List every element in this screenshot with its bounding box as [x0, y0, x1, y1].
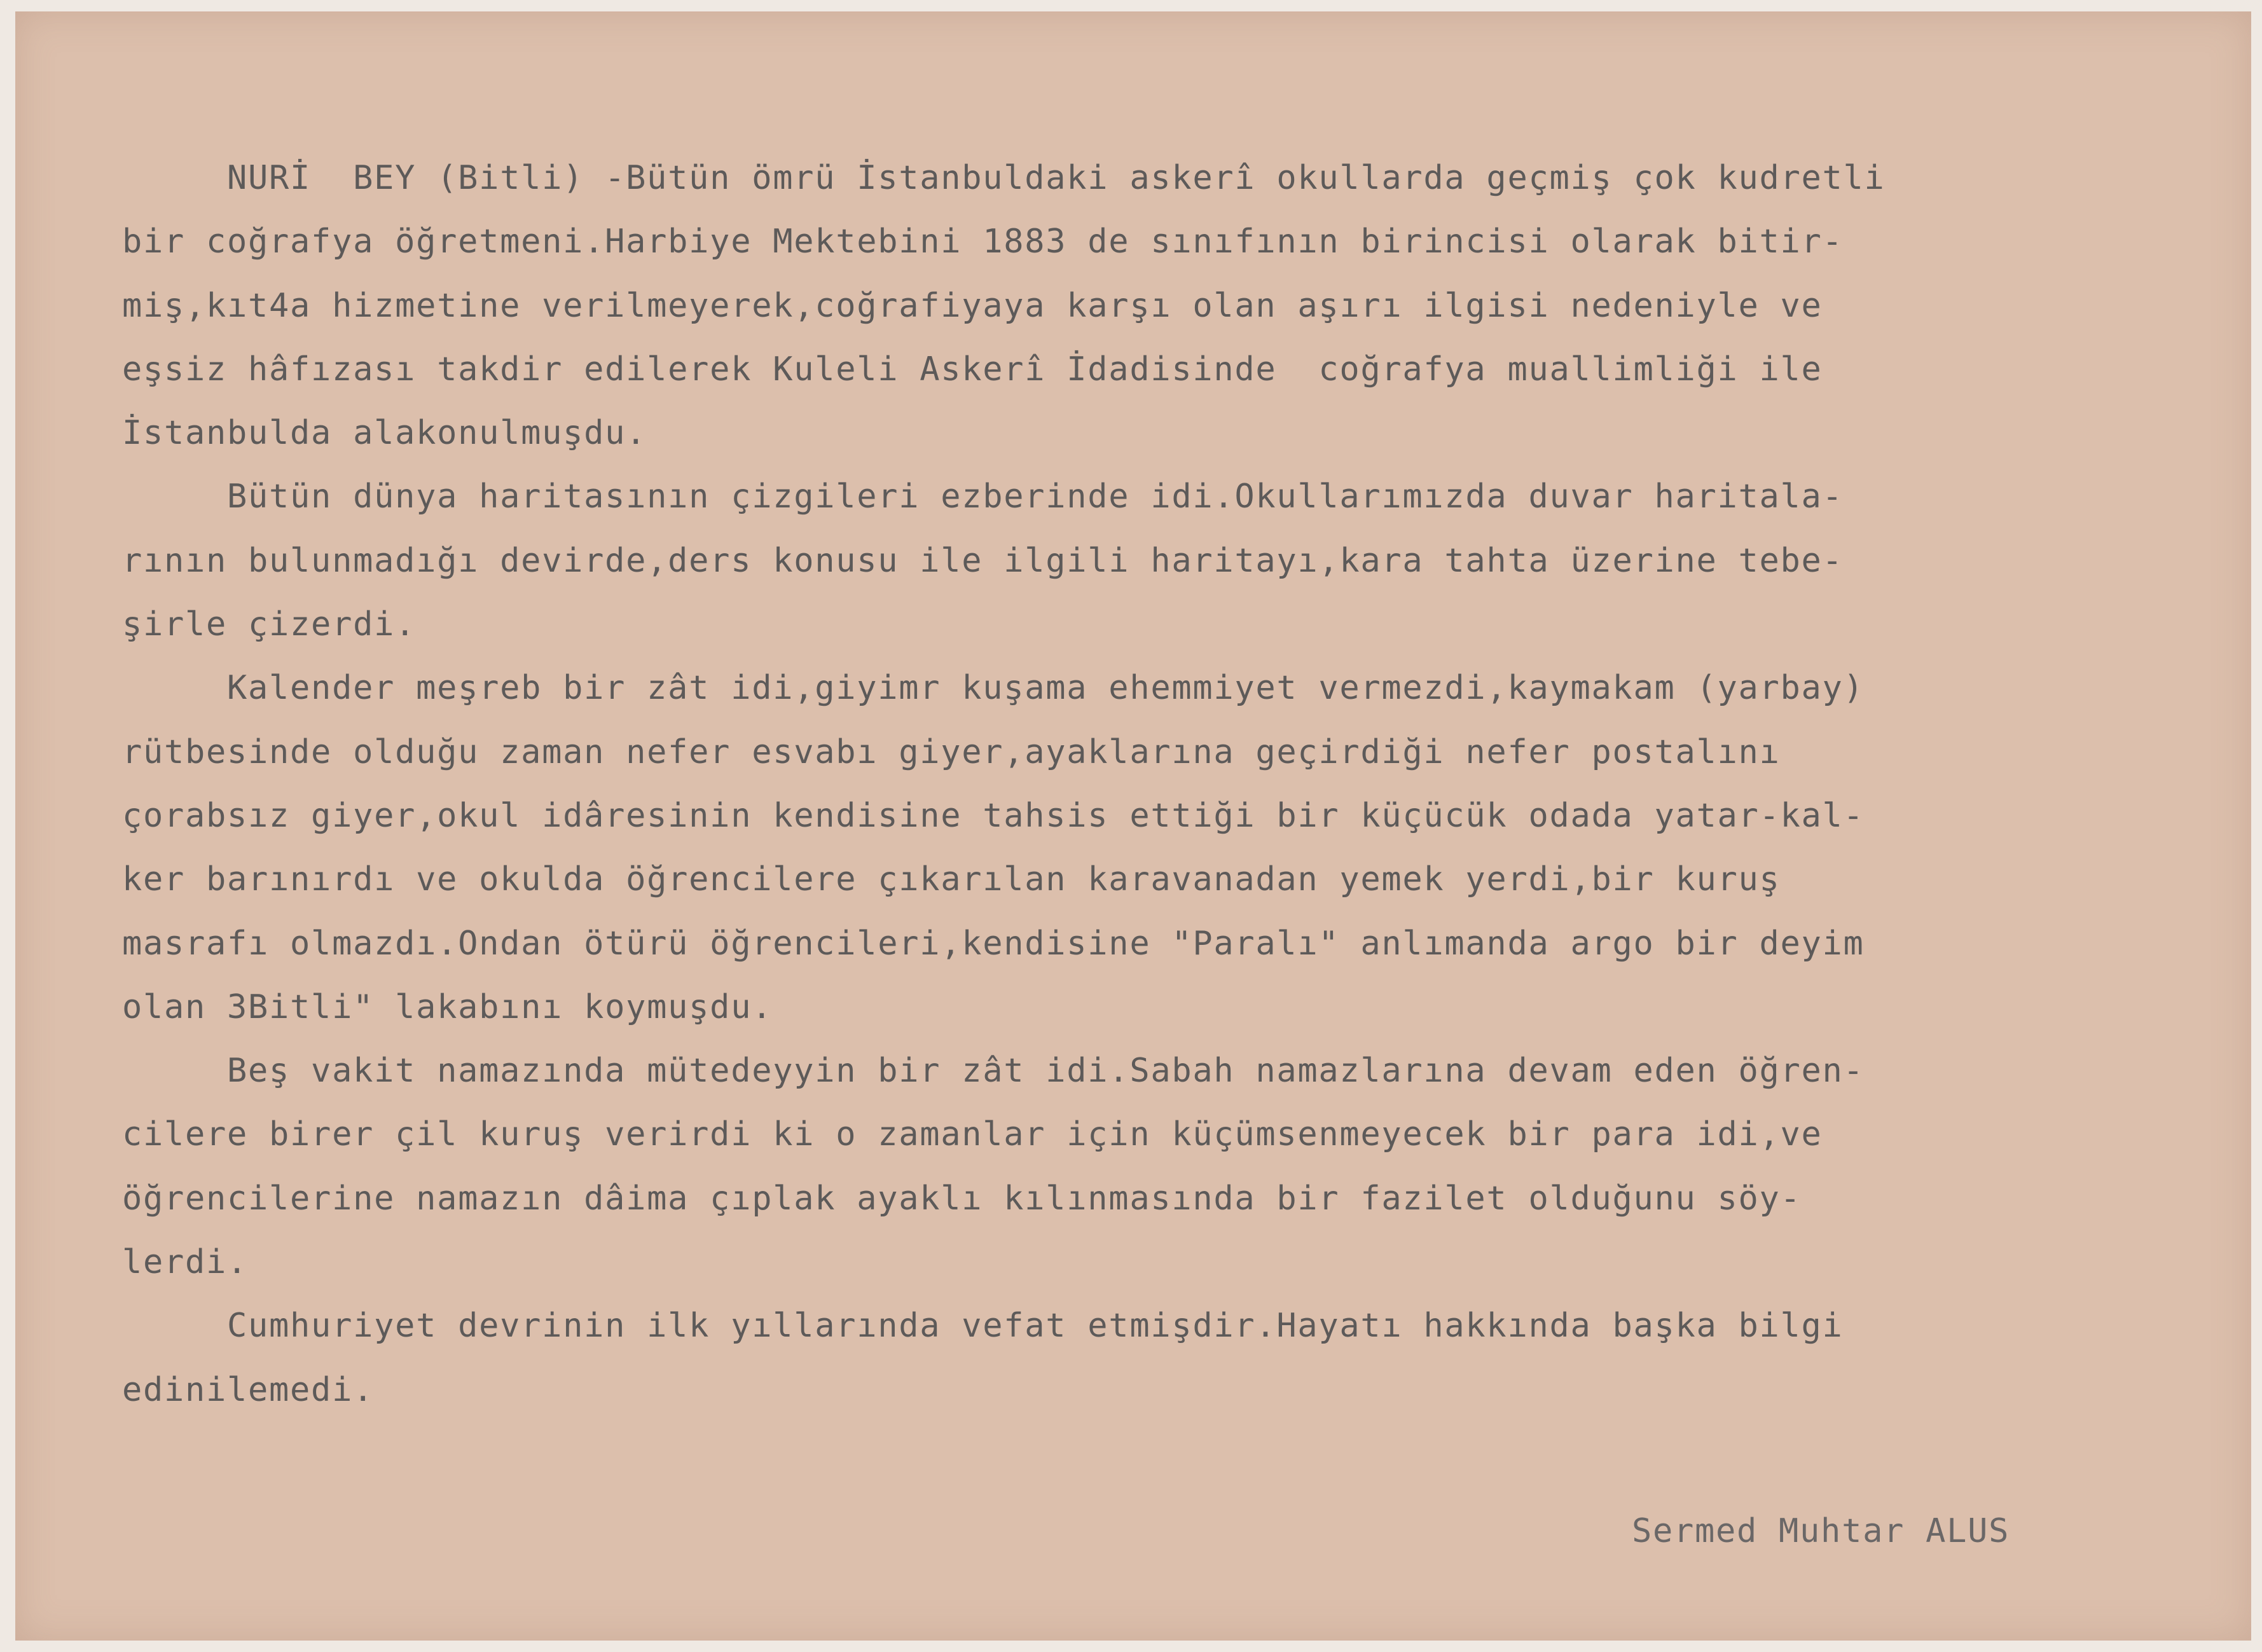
text-line: eşsiz hâfızası takdir edilerek Kuleli Askerî İdadisinde coğrafya muallimliği ile	[122, 350, 1823, 389]
text-line: olan 3Bitli" lakabını koymuşdu.	[122, 988, 773, 1026]
paper-sheet	[15, 11, 2251, 1641]
typed-text-body	[122, 146, 2259, 1422]
text-line: NURİ BEY (Bitli) -Bütün ömrü İstanbuldaki askerî okullarda geçmiş çok kudretli	[122, 159, 1886, 197]
text-line: çorabsız giyer,okul idâresinin kendisine tahsis ettiği bir küçücük odada yatar-kal-	[122, 796, 1865, 835]
text-line: Bütün dünya haritasının çizgileri ezberinde idi.Okullarımızda duvar haritala-	[122, 478, 1844, 516]
text-line: cilere birer çil kuruş verirdi ki o zamanlar için küçümsenmeyecek bir para idi,ve	[122, 1115, 1823, 1154]
text-line: öğrencilerine namazın dâima çıplak ayaklı kılınmasında bir fazilet olduğunu söy-	[122, 1179, 1802, 1218]
text-line: İstanbulda alakonulmuşdu.	[122, 414, 647, 453]
author-signature: Sermed Muhtar ALUS	[1632, 1512, 2010, 1550]
text-line: bir coğrafya öğretmeni.Harbiye Mektebini 1883 de sınıfının birincisi olarak bitir-	[122, 223, 1844, 261]
text-line: ker barınırdı ve okulda öğrencilere çıkarılan karavanadan yemek yerdi,bir kuruş	[122, 860, 1781, 899]
text-line: şirle çizerdi.	[122, 605, 417, 644]
text-line: Kalender meşreb bir zât idi,giyimr kuşama ehemmiyet vermezdi,kaymakam (yarbay)	[122, 669, 1865, 708]
text-line: Beş vakit namazında mütedeyyin bir zât idi.Sabah namazlarına devam eden öğren-	[122, 1052, 1865, 1091]
text-line: Cumhuriyet devrinin ilk yıllarında vefat etmişdir.Hayatı hakkında başka bilgi	[122, 1307, 1844, 1346]
text-line: edinilemedi.	[122, 1370, 375, 1409]
text-line: lerdi.	[122, 1243, 249, 1282]
text-line: rütbesinde olduğu zaman nefer esvabı giyer,ayaklarına geçirdiği nefer postalını	[122, 733, 1781, 771]
text-line: miş,kıt4a hizmetine verilmeyerek,coğrafiyaya karşı olan aşırı ilgisi nedeniyle ve	[122, 286, 1823, 325]
text-line: rının bulunmadığı devirde,ders konusu ile ilgili haritayı,kara tahta üzerine tebe-	[122, 541, 1844, 580]
text-line: masrafı olmazdı.Ondan ötürü öğrencileri,kendisine "Paralı" anlımanda argo bir deyim	[122, 924, 1865, 963]
